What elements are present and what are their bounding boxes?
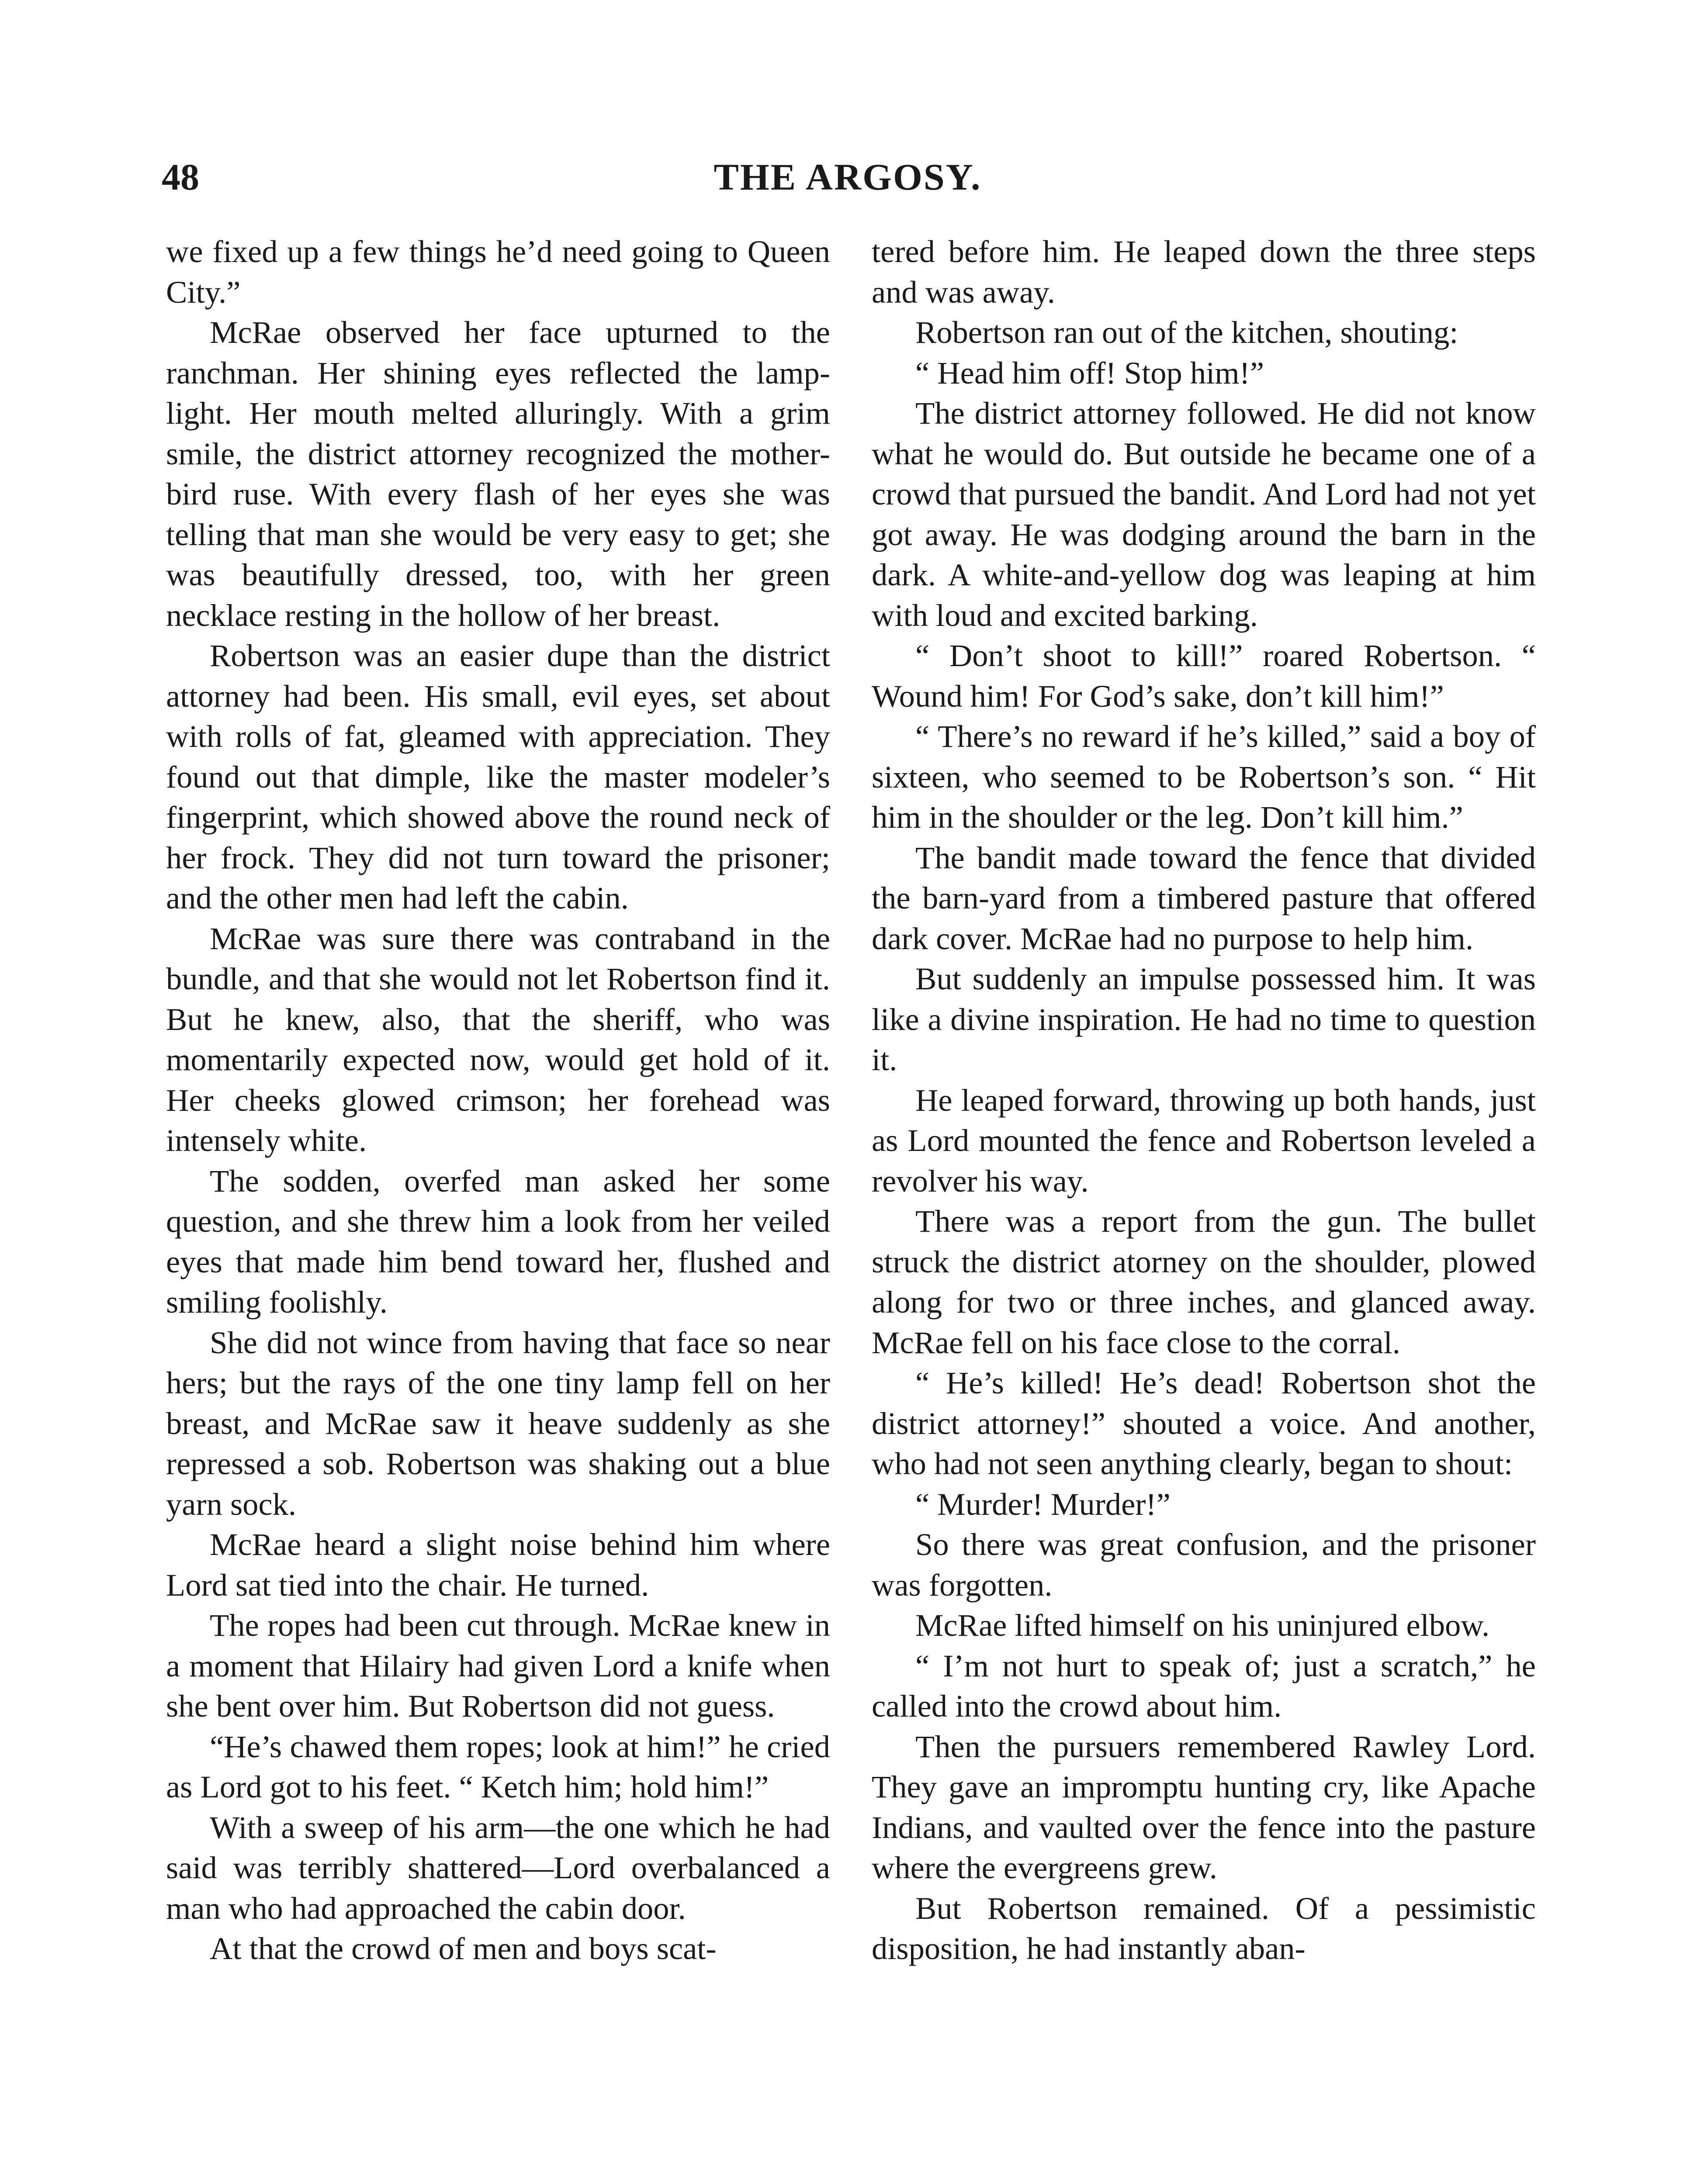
paragraph: At that the crowd of men and boys scat-: [210, 1931, 717, 1966]
paragraph: With a sweep of his arm—the one which he had said was terribly shattered—Lord overbalanced a man who had approached the cabin door.: [166, 1809, 830, 1926]
paragraph: “ Don’t shoot to kill!” roared Robertson. “ Wound him! For God’s sake, don’t kill him!”: [872, 638, 1536, 714]
paragraph: She did not wince from having that face so near hers; but the rays of the one tiny lamp fell on her breast, and McRae saw it heave suddenly as she repressed a sob. Robertson was shaking out a blue yarn sock.: [166, 1324, 830, 1522]
running-title: THE ARGOSY.: [713, 156, 982, 198]
paragraph: “He’s chawed them ropes; look at him!” he cried as Lord got to his feet. “ Ketch him; hold him!”: [166, 1728, 830, 1804]
paragraph: The bandit made toward the fence that divided the barn-yard from a timbered pasture that offered dark cover. McRae had no purpose to help him.: [872, 840, 1536, 956]
paragraph: McRae heard a slight noise behind him where Lord sat tied into the chair. He turned.: [166, 1527, 830, 1603]
paragraph: “ He’s killed! He’s dead! Robertson shot the district attorney!” shouted a voice. And another, who had not seen anything clearly, began to shout:: [872, 1365, 1536, 1481]
page-number: 48: [162, 156, 199, 198]
paragraph: “ There’s no reward if he’s killed,” said a boy of sixteen, who seemed to be Robertson’s son. “ Hit him in the shoulder or the leg. Don’t kill him.”: [872, 719, 1536, 835]
paragraph: “ Murder! Murder!”: [915, 1486, 1171, 1522]
paragraph: The sodden, overfed man asked her some question, and she threw him a look from her veiled eyes that made him bend toward her, flushed and smiling foolishly.: [166, 1163, 830, 1320]
paragraph: So there was great confusion, and the prisoner was forgotten.: [872, 1527, 1536, 1603]
paragraph: McRae observed her face upturned to the ranchman. Her shining eyes reflected the lamp-light. Her mouth melted alluringly. With a grim smile, the district attorney recognized the mother-bird ruse. With every flash of her eyes she was telling that man she would be very easy to get; she was beautifully dressed, too, with her green necklace resting in the hollow of her breast.: [166, 314, 830, 633]
paragraph: There was a report from the gun. The bullet struck the district atorney on the shoulder, plowed along for two or three inches, and glanced away. McRae fell on his face close to the corral.: [872, 1203, 1536, 1360]
paragraph: Then the pursuers remembered Rawley Lord. They gave an impromptu hunting cry, like Apache Indians, and vaulted over the fence into the pasture where the evergreens grew.: [872, 1728, 1536, 1885]
paragraph: Robertson ran out of the kitchen, shouting:: [915, 314, 1458, 350]
paragraph: “ I’m not hurt to speak of; just a scratch,” he called into the crowd about him.: [872, 1648, 1536, 1724]
page-header: [162, 146, 1534, 207]
text-column-left: [166, 232, 830, 1969]
paragraph: we fixed up a few things he’d need going to Queen City.”: [166, 234, 830, 310]
paragraph: The district attorney followed. He did not know what he would do. But outside he became one of a crowd that pursued the bandit. And Lord had not yet got away. He was dodging around the barn in the dark. A white-and-yellow dog was leaping at him with loud and excited barking.: [872, 395, 1536, 633]
paragraph: But suddenly an impulse possessed him. It was like a divine inspiration. He had no time to question it.: [872, 961, 1536, 1077]
paragraph: He leaped forward, throwing up both hands, just as Lord mounted the fence and Robertson leveled a revolver his way.: [872, 1082, 1536, 1199]
paragraph: The ropes had been cut through. McRae knew in a moment that Hilairy had given Lord a knife when she bent over him. But Robertson did not guess.: [166, 1607, 830, 1724]
paragraph: tered before him. He leaped down the three steps and was away.: [872, 234, 1536, 310]
paragraph: McRae lifted himself on his uninjured elbow.: [915, 1607, 1490, 1643]
paragraph: Robertson was an easier dupe than the district attorney had been. His small, evil eyes, set about with rolls of fat, gleamed with appreciation. They found out that dimple, like the master modeler’s fingerprint, which showed above the round neck of her frock. They did not turn toward the prisoner; and the other men had left the cabin.: [166, 638, 830, 916]
paragraph: “ Head him off! Stop him!”: [915, 355, 1264, 390]
text-column-right: [872, 232, 1536, 1969]
paragraph: McRae was sure there was contraband in the bundle, and that she would not let Robertson find it. But he knew, also, that the sheriff, who was momentarily expected now, would get hold of it. Her cheeks glowed crimson; her forehead was intensely white.: [166, 920, 830, 1158]
paragraph: But Robertson remained. Of a pessimistic disposition, he had instantly aban-: [872, 1890, 1536, 1966]
